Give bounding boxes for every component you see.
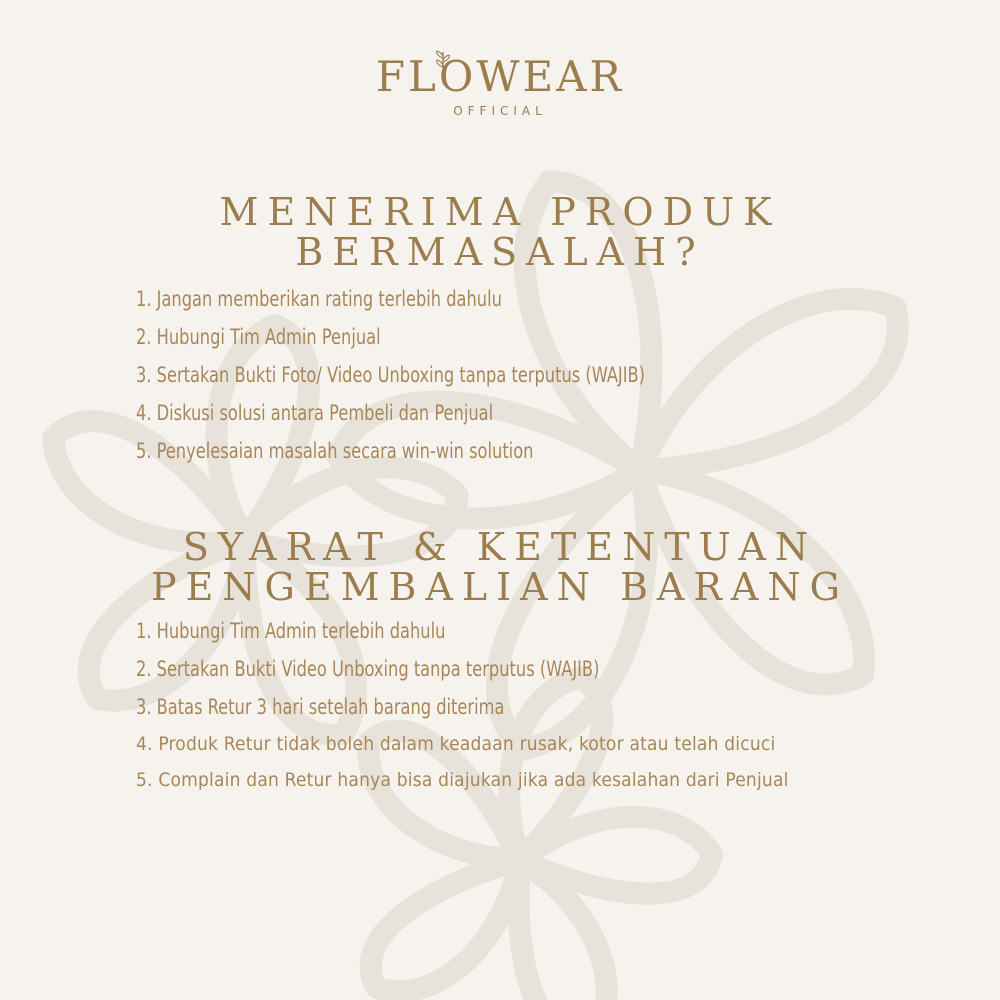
list-item: 1. Hubungi Tim Admin terlebih dahulu: [136, 619, 446, 643]
list-item: 4. Produk Retur tidak boleh dalam keadaan rusak, kotor atau telah dicuci: [136, 733, 776, 755]
problem-products-list: [136, 280, 896, 470]
section-heading-problem-products: [0, 192, 1000, 272]
list-item: 1. Jangan memberikan rating terlebih dahulu: [136, 287, 502, 311]
heading-line: BERMASALAH?: [295, 230, 705, 274]
heading-line: SYARAT & KETENTUAN: [182, 525, 818, 569]
list-item: 5. Penyelesaian masalah secara win-win solution: [136, 439, 534, 463]
brand-subtitle: OFFICIAL: [453, 104, 547, 118]
heading-line: MENERIMA PRODUK: [219, 190, 781, 234]
brand-logo: [0, 52, 1000, 118]
list-item: 3. Sertakan Bukti Foto/ Video Unboxing tanpa terputus (WAJIB): [136, 363, 645, 387]
list-item: 4. Diskusi solusi antara Pembeli dan Penjual: [136, 401, 494, 425]
section-heading-return-terms: [0, 527, 1000, 607]
list-item: 2. Hubungi Tim Admin Penjual: [136, 325, 381, 349]
list-item: 5. Complain dan Retur hanya bisa diajukan jika ada kesalahan dari Penjual: [136, 769, 789, 791]
leaf-icon: [428, 50, 458, 80]
brand-name: FLOWEAR: [375, 52, 625, 101]
list-item: 2. Sertakan Bukti Video Unboxing tanpa terputus (WAJIB): [136, 657, 600, 681]
heading-line: PENGEMBALIAN BARANG: [151, 565, 849, 609]
return-terms-list: [136, 612, 864, 798]
list-item: 3. Batas Retur 3 hari setelah barang diterima: [136, 695, 505, 719]
